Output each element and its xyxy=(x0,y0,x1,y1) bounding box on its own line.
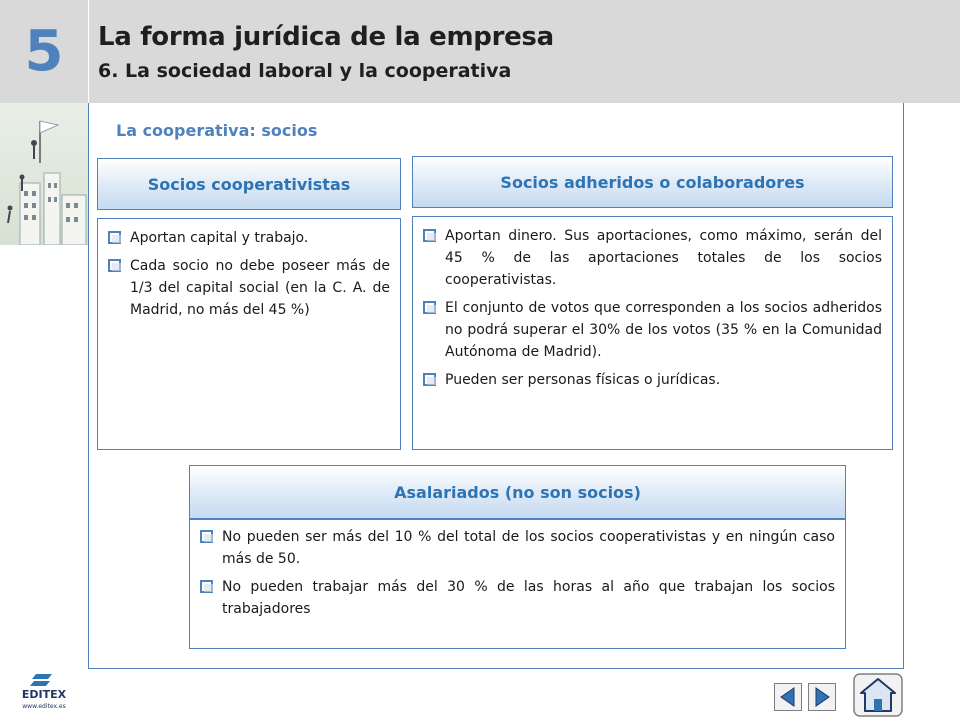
chapter-number: 5 xyxy=(24,19,64,84)
buildings-illustration-icon xyxy=(0,103,88,245)
page-title: La forma jurídica de la empresa xyxy=(98,22,554,52)
home-button[interactable] xyxy=(853,673,903,717)
page-subtitle: 6. La sociedad laboral y la cooperativa xyxy=(98,60,512,82)
editex-logo xyxy=(14,668,74,712)
previous-arrow-icon xyxy=(774,683,802,711)
header-divider xyxy=(88,0,89,103)
home-icon xyxy=(853,673,903,717)
previous-button[interactable] xyxy=(774,683,802,711)
checkbox-bullet-icon xyxy=(108,259,122,272)
checkbox-bullet-icon xyxy=(200,580,214,593)
box-title-adheridos: Socios adheridos o colaboradores xyxy=(500,172,805,192)
side-illustration xyxy=(0,103,88,245)
list-item: El conjunto de votos que corresponden a los socios adheridos no podrá superar el 30% de los votos (35 % en la Comunidad Autónoma de Madrid). xyxy=(423,297,882,363)
checkbox-bullet-icon xyxy=(108,231,122,244)
next-arrow-icon xyxy=(808,683,836,711)
checkbox-bullet-icon xyxy=(423,301,437,314)
list-item: No pueden ser más del 10 % del total de los socios cooperativistas y en ningún caso más de 50. xyxy=(200,526,835,570)
list-item: Aportan capital y trabajo. xyxy=(108,227,390,249)
list-item: No pueden trabajar más del 30 % de las horas al año que trabajan los socios trabajadores xyxy=(200,576,835,620)
next-button[interactable] xyxy=(808,683,836,711)
box-body-adheridos xyxy=(412,216,893,450)
checkbox-bullet-icon xyxy=(200,530,214,543)
box-header-adheridos xyxy=(412,156,893,208)
checkbox-bullet-icon xyxy=(423,373,437,386)
box-title-asalariados: Asalariados (no son socios) xyxy=(394,482,641,502)
checkbox-bullet-icon xyxy=(423,229,437,242)
box-title-cooperativistas: Socios cooperativistas xyxy=(147,174,351,194)
box-header-cooperativistas xyxy=(97,158,401,210)
editex-logo-icon xyxy=(14,668,74,712)
box-body-asalariados xyxy=(189,519,846,649)
logo-text: EDITEX xyxy=(21,688,67,701)
list-item: Pueden ser personas físicas o jurídicas. xyxy=(423,369,882,391)
box-header-asalariados xyxy=(189,465,846,519)
box-body-cooperativistas xyxy=(97,218,401,450)
logo-url: www.editex.es xyxy=(22,703,66,710)
list-item: Aportan dinero. Sus aportaciones, como máximo, serán del 45 % de las aportaciones totales de los socios cooperativistas. xyxy=(423,225,882,291)
section-title: La cooperativa: socios xyxy=(116,121,318,140)
list-item: Cada socio no debe poseer más de 1/3 del capital social (en la C. A. de Madrid, no más del 45 %) xyxy=(108,255,390,321)
